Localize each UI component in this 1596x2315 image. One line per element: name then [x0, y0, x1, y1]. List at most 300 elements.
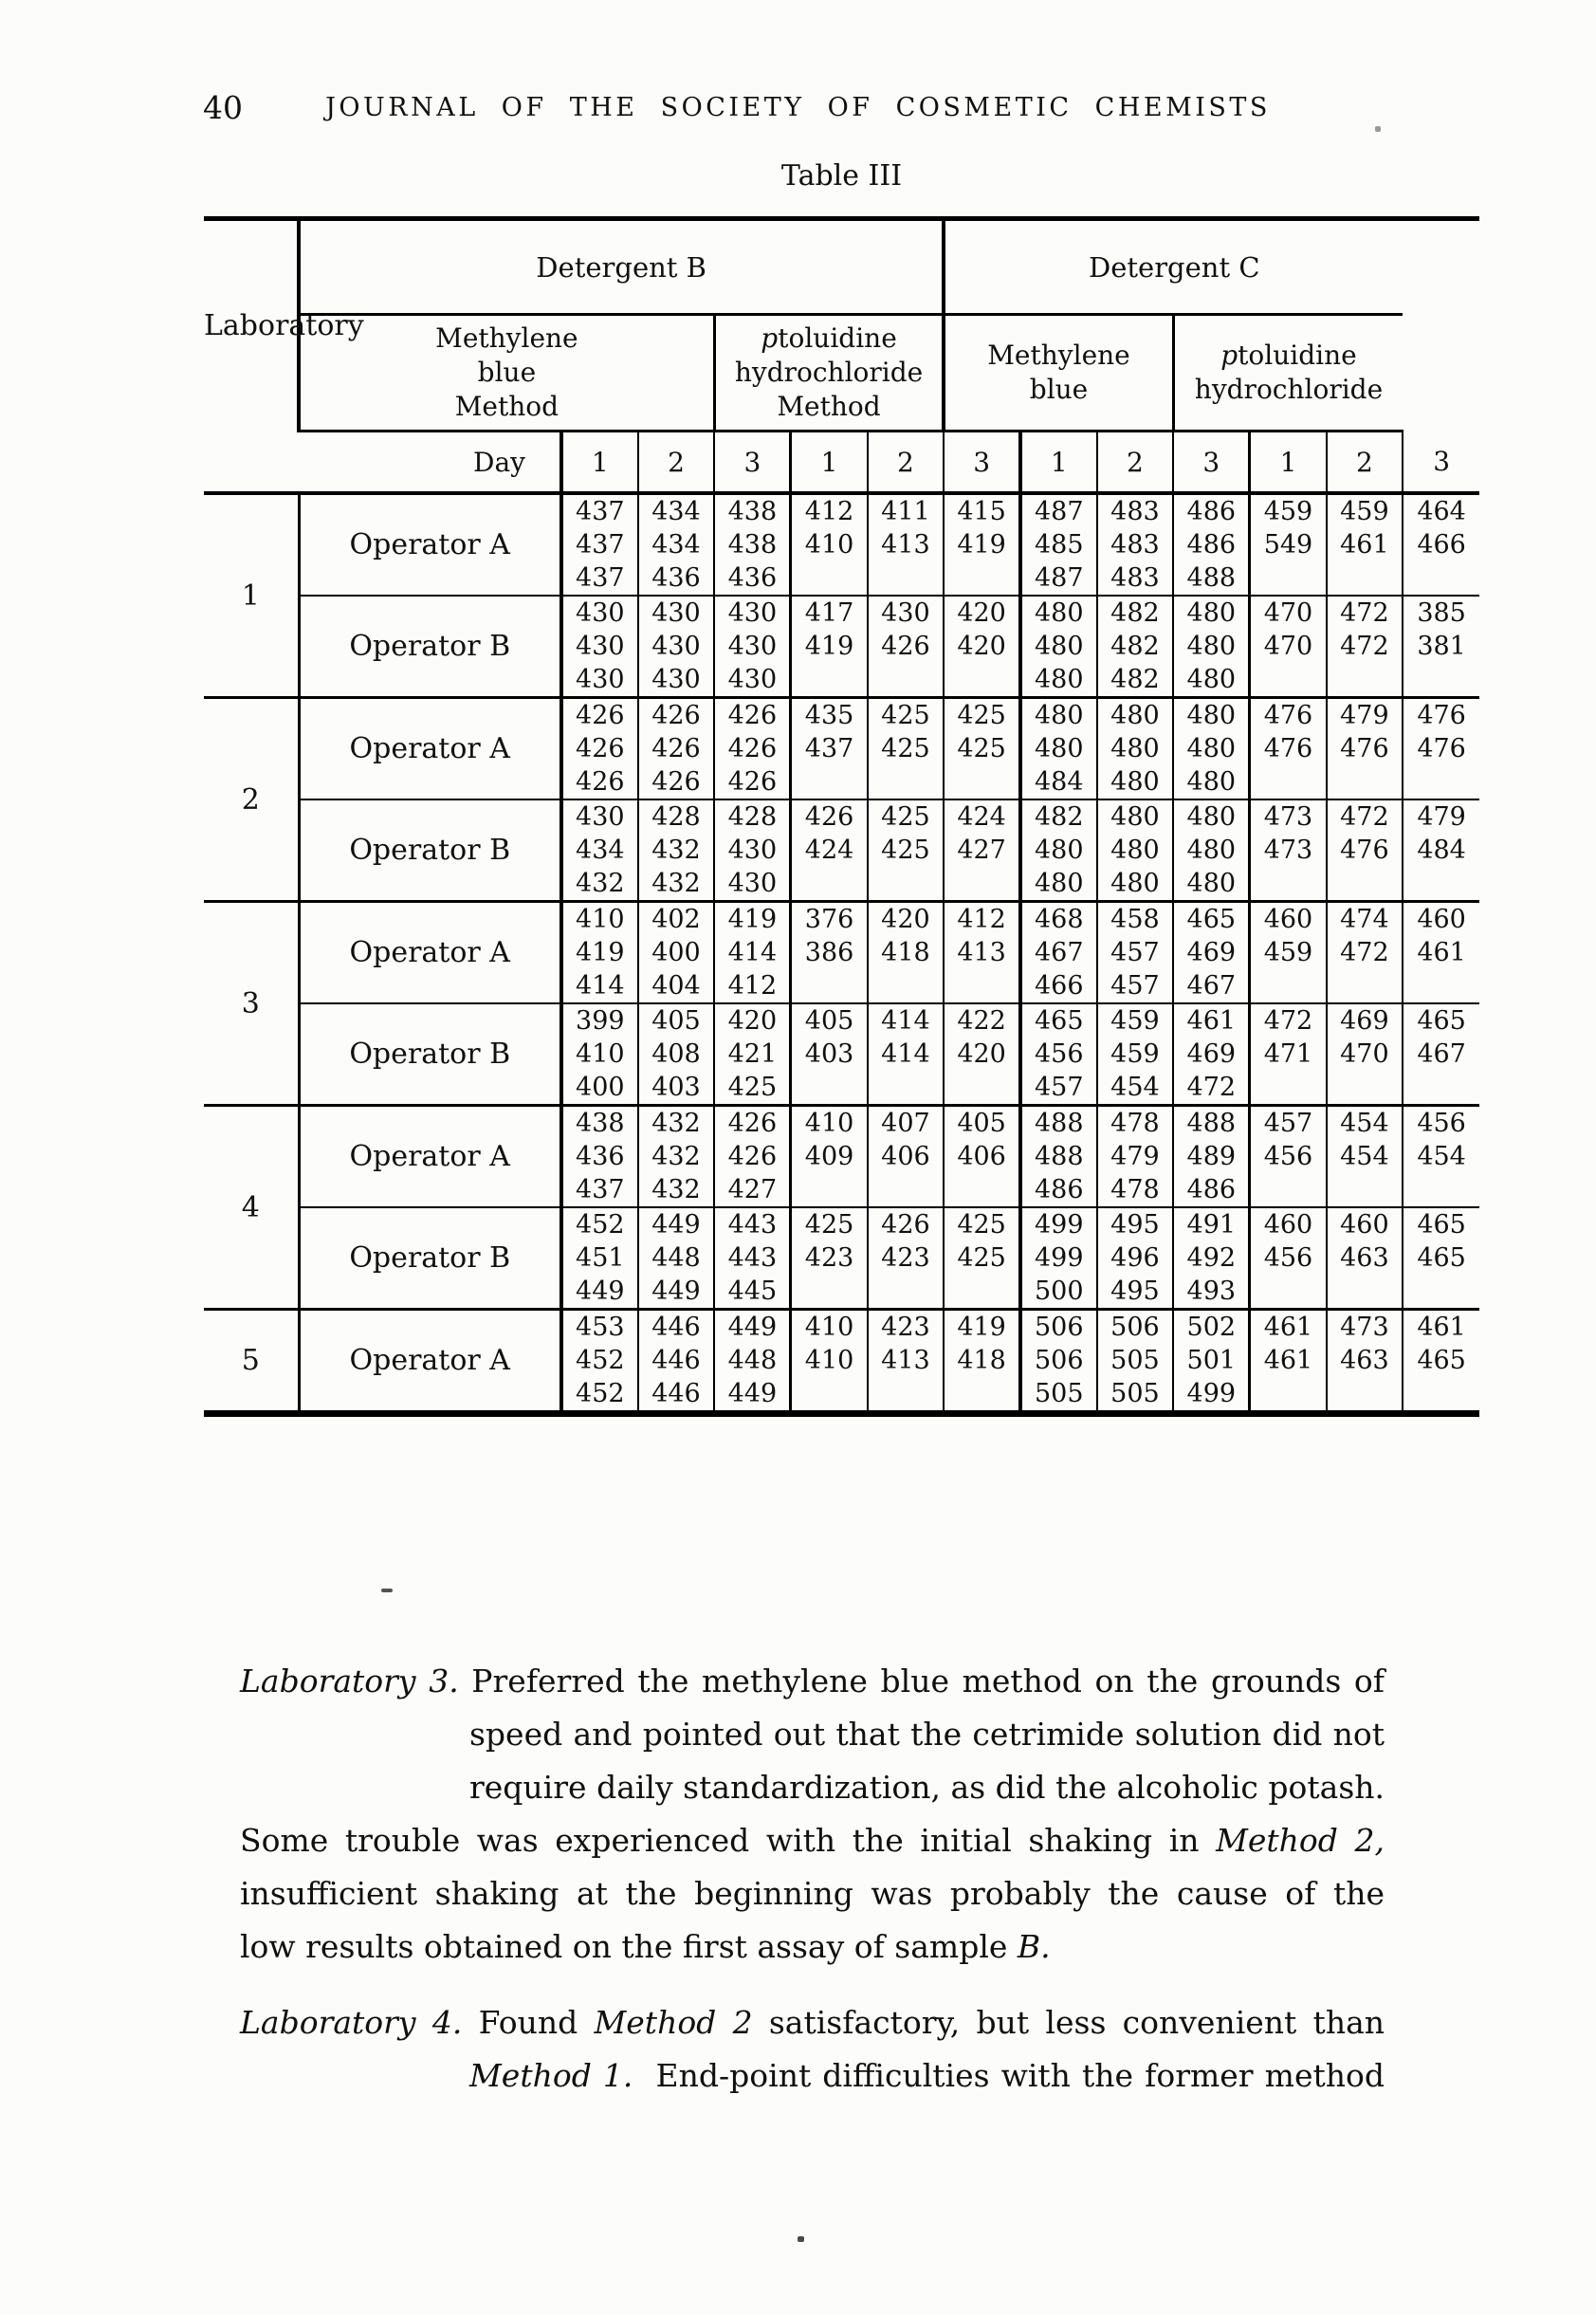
data-cell — [561, 1003, 638, 1106]
operator-name: Operator A — [299, 1310, 561, 1414]
data-value: 404 — [651, 971, 701, 1001]
data-value: 472 — [1263, 1006, 1313, 1036]
data-value — [945, 663, 1018, 696]
data-value: 402 — [651, 905, 701, 934]
table-title: Table III — [780, 159, 903, 193]
data-value: 426 — [727, 767, 778, 797]
data-value: 430 — [727, 632, 778, 661]
data-cell — [638, 596, 715, 698]
data-value: 495 — [1110, 1277, 1160, 1306]
day-number: 2 — [638, 432, 715, 494]
data-value — [869, 1275, 944, 1308]
data-value: 405 — [651, 1006, 701, 1036]
data-value: 457 — [1034, 1073, 1084, 1102]
data-value: 470 — [1263, 598, 1313, 628]
operator-name: Operator B — [299, 596, 561, 698]
data-value: 463 — [1340, 1346, 1389, 1375]
data-cell — [714, 1310, 791, 1414]
data-value: 425 — [881, 836, 930, 865]
results-table — [204, 216, 1479, 1417]
data-value — [1251, 1275, 1325, 1308]
data-value: 406 — [957, 1142, 1006, 1171]
data-value: 467 — [1417, 1039, 1466, 1069]
italic-p: p — [761, 322, 779, 354]
data-value: 485 — [1034, 530, 1084, 560]
data-cell — [1327, 1310, 1403, 1414]
data-value: 427 — [957, 836, 1006, 865]
journal-header: JOURNAL OF THE SOCIETY OF COSMETIC CHEMISTS — [325, 93, 1271, 122]
data-value: 499 — [1034, 1243, 1084, 1273]
data-value: 430 — [651, 632, 701, 661]
data-value: 483 — [1110, 563, 1160, 593]
data-cell — [1327, 1106, 1403, 1208]
data-value: 420 — [957, 1039, 1006, 1069]
data-value: 423 — [881, 1313, 930, 1342]
data-value: 418 — [881, 938, 930, 967]
data-value: 432 — [651, 869, 701, 898]
data-value: 419 — [957, 1313, 1006, 1342]
data-value: 413 — [957, 938, 1006, 967]
data-value — [1251, 1173, 1325, 1206]
data-value: 430 — [727, 869, 778, 898]
data-value — [869, 765, 944, 799]
data-value: 505 — [1034, 1379, 1084, 1408]
data-cell — [1327, 799, 1403, 902]
data-cell — [638, 1106, 715, 1208]
data-cell — [714, 1106, 791, 1208]
data-value — [1328, 561, 1403, 595]
data-value — [1251, 561, 1325, 595]
data-cell — [561, 1310, 638, 1414]
data-value: 437 — [804, 734, 854, 763]
data-cell — [1097, 1310, 1174, 1414]
data-value: 410 — [576, 1039, 625, 1069]
data-value: 417 — [804, 598, 854, 628]
data-value: 425 — [957, 701, 1006, 730]
data-value: 426 — [727, 1109, 778, 1138]
table-body — [204, 493, 1479, 1414]
data-cell — [1250, 1003, 1327, 1106]
data-cell — [868, 1106, 945, 1208]
data-value: 376 — [804, 905, 854, 934]
scan-speck — [798, 2236, 804, 2242]
data-value: 426 — [804, 802, 854, 832]
laboratory-header: Laboratory — [204, 309, 364, 343]
data-value: 434 — [651, 530, 701, 560]
data-value: 480 — [1186, 632, 1237, 661]
data-value: 465 — [1417, 1006, 1466, 1036]
data-value — [1251, 663, 1325, 696]
data-value: 437 — [576, 1175, 625, 1204]
body-text — [240, 1655, 1385, 2103]
data-value: 465 — [1417, 1243, 1466, 1273]
data-value: 438 — [727, 497, 778, 526]
data-value — [1328, 1071, 1403, 1104]
data-value: 480 — [1110, 802, 1160, 832]
data-value: 461 — [1340, 530, 1389, 560]
data-value: 436 — [576, 1142, 625, 1171]
data-value: 425 — [804, 1210, 854, 1240]
data-value: 405 — [957, 1109, 1006, 1138]
table-row — [204, 1106, 1479, 1208]
data-value: 443 — [727, 1210, 778, 1240]
data-cell — [1020, 1106, 1097, 1208]
data-value: 425 — [881, 734, 930, 763]
day-number: 1 — [1020, 432, 1097, 494]
data-value: 491 — [1186, 1210, 1237, 1240]
data-value: 476 — [1263, 701, 1313, 730]
data-value: 422 — [957, 1006, 1006, 1036]
data-value: 410 — [576, 905, 625, 934]
data-cell — [791, 1003, 868, 1106]
data-value — [945, 1275, 1018, 1308]
data-value — [1251, 867, 1325, 900]
data-cell — [1250, 596, 1327, 698]
data-value — [792, 1377, 866, 1410]
data-value — [869, 663, 944, 696]
data-value: 430 — [727, 598, 778, 628]
day-number: 1 — [1250, 432, 1327, 494]
text-line — [240, 1920, 1385, 1974]
data-value: 414 — [881, 1039, 930, 1069]
data-value: 438 — [727, 530, 778, 560]
data-value: 399 — [576, 1006, 625, 1036]
data-value: 452 — [576, 1379, 625, 1408]
italic-p: p — [1220, 340, 1238, 371]
data-value — [945, 561, 1018, 595]
data-cell — [944, 698, 1020, 800]
data-value: 446 — [651, 1346, 701, 1375]
data-value: 443 — [727, 1243, 778, 1273]
data-value: 461 — [1263, 1313, 1313, 1342]
data-value: 459 — [1263, 497, 1313, 526]
text-segment: speed and pointed out that the cetrimide solution did not — [469, 1716, 1385, 1753]
text-segment: low results obtained on the first assay of sample — [240, 1928, 1018, 1965]
data-value: 420 — [957, 598, 1006, 628]
data-value: 426 — [651, 701, 701, 730]
data-value — [945, 867, 1018, 900]
data-value — [1403, 1173, 1479, 1206]
method-header: Methylene blue Method — [299, 315, 714, 432]
lab-number: 1 — [204, 493, 299, 698]
data-value — [792, 765, 866, 799]
data-value: 464 — [1417, 497, 1466, 526]
data-value: 446 — [651, 1379, 701, 1408]
data-value: 430 — [727, 665, 778, 694]
data-value: 499 — [1186, 1379, 1237, 1408]
operator-name: Operator A — [299, 902, 561, 1004]
data-value: 499 — [1034, 1210, 1084, 1240]
data-value: 480 — [1186, 802, 1237, 832]
italic-text: Method 2, — [1216, 1822, 1385, 1859]
data-value: 465 — [1417, 1210, 1466, 1240]
data-value — [1328, 663, 1403, 696]
data-value: 506 — [1110, 1313, 1160, 1342]
data-cell — [1097, 1106, 1174, 1208]
detergent-b-header: Detergent B — [299, 219, 944, 315]
text-segment: insufficient shaking at the beginning was probably the cause of the — [240, 1875, 1385, 1912]
data-value: 461 — [1417, 938, 1466, 967]
data-cell — [1250, 1207, 1327, 1310]
data-cell — [944, 1106, 1020, 1208]
data-value — [1403, 1377, 1479, 1410]
data-value: 488 — [1186, 1109, 1237, 1138]
data-value: 478 — [1110, 1175, 1160, 1204]
data-value — [945, 1377, 1018, 1410]
data-value — [1251, 969, 1325, 1002]
data-value: 472 — [1340, 598, 1389, 628]
data-value: 473 — [1263, 836, 1313, 865]
lab-number: 5 — [204, 1310, 299, 1414]
data-value — [1403, 765, 1479, 799]
text-segment: Preferred the methylene blue method on the grounds of — [458, 1663, 1385, 1700]
data-value: 474 — [1340, 905, 1389, 934]
data-value: 426 — [576, 701, 625, 730]
data-value: 411 — [881, 497, 930, 526]
data-cell — [1173, 799, 1250, 902]
lab-number: 4 — [204, 1106, 299, 1310]
data-value: 505 — [1110, 1346, 1160, 1375]
italic-text: Method 2 — [594, 2004, 753, 2041]
data-cell — [1020, 902, 1097, 1004]
data-value: 476 — [1263, 734, 1313, 763]
data-value: 469 — [1186, 938, 1237, 967]
data-cell — [868, 1310, 945, 1414]
data-cell — [1403, 596, 1479, 698]
data-value: 426 — [881, 1210, 930, 1240]
data-value: 423 — [881, 1243, 930, 1273]
data-value: 480 — [1110, 767, 1160, 797]
data-cell — [1250, 493, 1327, 596]
data-value: 457 — [1110, 971, 1160, 1001]
data-cell — [1250, 698, 1327, 800]
data-value: 426 — [651, 734, 701, 763]
data-value: 470 — [1263, 632, 1313, 661]
data-value: 454 — [1340, 1142, 1389, 1171]
data-cell — [638, 1310, 715, 1414]
data-value: 461 — [1263, 1346, 1313, 1375]
data-cell — [1020, 1310, 1097, 1414]
data-value: 500 — [1034, 1277, 1084, 1306]
data-value: 501 — [1186, 1346, 1237, 1375]
data-cell — [714, 799, 791, 902]
data-cell — [1403, 1106, 1479, 1208]
data-cell — [1403, 799, 1479, 902]
data-cell — [944, 1207, 1020, 1310]
data-value: 480 — [1034, 869, 1084, 898]
data-cell — [868, 799, 945, 902]
data-value: 438 — [576, 1109, 625, 1138]
data-value: 480 — [1110, 869, 1160, 898]
data-value: 425 — [881, 701, 930, 730]
data-cell — [1173, 698, 1250, 800]
data-value: 460 — [1263, 1210, 1313, 1240]
data-cell — [1097, 596, 1174, 698]
data-value: 452 — [576, 1210, 625, 1240]
data-value — [1328, 1275, 1403, 1308]
data-value: 471 — [1263, 1039, 1313, 1069]
operator-name: Operator B — [299, 799, 561, 902]
data-value: 381 — [1417, 632, 1466, 661]
data-value: 479 — [1417, 802, 1466, 832]
data-value: 448 — [727, 1346, 778, 1375]
data-value: 410 — [804, 1109, 854, 1138]
day-number: 1 — [791, 432, 868, 494]
data-value: 480 — [1110, 734, 1160, 763]
data-value: 460 — [1340, 1210, 1389, 1240]
data-value: 448 — [651, 1243, 701, 1273]
operator-name: Operator A — [299, 698, 561, 800]
data-value: 414 — [881, 1006, 930, 1036]
data-cell — [638, 1003, 715, 1106]
data-cell — [1403, 1003, 1479, 1106]
data-value: 418 — [957, 1346, 1006, 1375]
data-value: 426 — [727, 701, 778, 730]
data-value — [1403, 561, 1479, 595]
data-cell — [561, 698, 638, 800]
detergent-c-header: Detergent C — [944, 219, 1403, 315]
data-value: 412 — [727, 971, 778, 1001]
data-value: 480 — [1186, 869, 1237, 898]
data-cell — [1403, 698, 1479, 800]
data-cell — [561, 1207, 638, 1310]
data-value: 452 — [576, 1346, 625, 1375]
data-cell — [638, 799, 715, 902]
data-value: 427 — [727, 1175, 778, 1204]
data-value: 432 — [576, 869, 625, 898]
day-number: 2 — [1097, 432, 1174, 494]
data-value: 412 — [957, 905, 1006, 934]
data-value: 457 — [1110, 938, 1160, 967]
day-number: 3 — [1173, 432, 1250, 494]
data-value: 482 — [1110, 598, 1160, 628]
data-value: 466 — [1417, 530, 1466, 560]
data-cell — [714, 493, 791, 596]
data-value: 426 — [727, 1142, 778, 1171]
data-cell — [1327, 902, 1403, 1004]
data-value: 460 — [1417, 905, 1466, 934]
data-cell — [868, 1207, 945, 1310]
data-cell — [561, 596, 638, 698]
text-line — [240, 1761, 1385, 1814]
operator-name: Operator B — [299, 1003, 561, 1106]
data-value: 400 — [651, 938, 701, 967]
data-value: 488 — [1034, 1109, 1084, 1138]
data-value: 412 — [804, 497, 854, 526]
scan-speck — [1375, 126, 1381, 132]
data-value: 430 — [576, 802, 625, 832]
group-header-row — [204, 219, 1479, 315]
data-value: 483 — [1110, 497, 1160, 526]
data-value — [1403, 867, 1479, 900]
data-value: 414 — [576, 971, 625, 1001]
day-number: 2 — [868, 432, 945, 494]
data-value: 479 — [1110, 1142, 1160, 1171]
data-value: 492 — [1186, 1243, 1237, 1273]
table-row — [204, 1310, 1479, 1414]
data-value: 454 — [1110, 1073, 1160, 1102]
operator-name: Operator B — [299, 1207, 561, 1310]
data-value: 496 — [1110, 1243, 1160, 1273]
data-value: 420 — [957, 632, 1006, 661]
data-cell — [1173, 1003, 1250, 1106]
data-value: 403 — [651, 1073, 701, 1102]
table-row — [204, 596, 1479, 698]
data-value: 449 — [727, 1379, 778, 1408]
data-cell — [1097, 698, 1174, 800]
data-value: 484 — [1034, 767, 1084, 797]
data-cell — [1173, 902, 1250, 1004]
data-value: 483 — [1110, 530, 1160, 560]
data-value: 480 — [1110, 701, 1160, 730]
data-cell — [714, 1207, 791, 1310]
data-cell — [1173, 1207, 1250, 1310]
data-value: 487 — [1034, 563, 1084, 593]
data-cell — [791, 596, 868, 698]
data-cell — [944, 799, 1020, 902]
data-cell — [638, 1207, 715, 1310]
data-value — [1403, 663, 1479, 696]
data-value — [1328, 969, 1403, 1002]
data-value: 461 — [1417, 1313, 1466, 1342]
data-cell — [1173, 596, 1250, 698]
data-value: 468 — [1034, 905, 1084, 934]
italic-text: Laboratory 3. — [240, 1663, 459, 1700]
data-value: 480 — [1186, 734, 1237, 763]
data-value: 425 — [957, 1243, 1006, 1273]
data-value: 410 — [804, 1346, 854, 1375]
lab-number: 2 — [204, 698, 299, 902]
data-value — [792, 561, 866, 595]
data-cell — [868, 698, 945, 800]
data-value: 410 — [804, 1313, 854, 1342]
data-value: 480 — [1110, 836, 1160, 865]
data-cell — [791, 698, 868, 800]
data-value: 472 — [1340, 632, 1389, 661]
data-value — [792, 1173, 866, 1206]
data-value: 506 — [1034, 1313, 1084, 1342]
data-value: 426 — [576, 734, 625, 763]
data-cell — [1403, 1207, 1479, 1310]
data-cell — [561, 493, 638, 596]
data-value: 419 — [576, 938, 625, 967]
data-value: 480 — [1034, 632, 1084, 661]
data-value — [869, 867, 944, 900]
italic-text: B. — [1017, 1928, 1051, 1965]
data-cell — [791, 1207, 868, 1310]
data-value: 469 — [1340, 1006, 1389, 1036]
data-value: 473 — [1340, 1313, 1389, 1342]
data-cell — [1250, 799, 1327, 902]
data-cell — [868, 596, 945, 698]
day-number: 3 — [714, 432, 791, 494]
data-value: 465 — [1417, 1346, 1466, 1375]
table-row — [204, 698, 1479, 800]
data-value: 420 — [727, 1006, 778, 1036]
data-value: 410 — [804, 530, 854, 560]
data-cell — [868, 902, 945, 1004]
data-value — [869, 969, 944, 1002]
data-cell — [1327, 596, 1403, 698]
data-cell — [791, 493, 868, 596]
data-value: 549 — [1263, 530, 1313, 560]
data-value: 437 — [576, 497, 625, 526]
data-value: 446 — [651, 1313, 701, 1342]
data-value: 482 — [1110, 632, 1160, 661]
data-value: 505 — [1110, 1379, 1160, 1408]
data-value: 478 — [1110, 1109, 1160, 1138]
data-value: 467 — [1034, 938, 1084, 967]
